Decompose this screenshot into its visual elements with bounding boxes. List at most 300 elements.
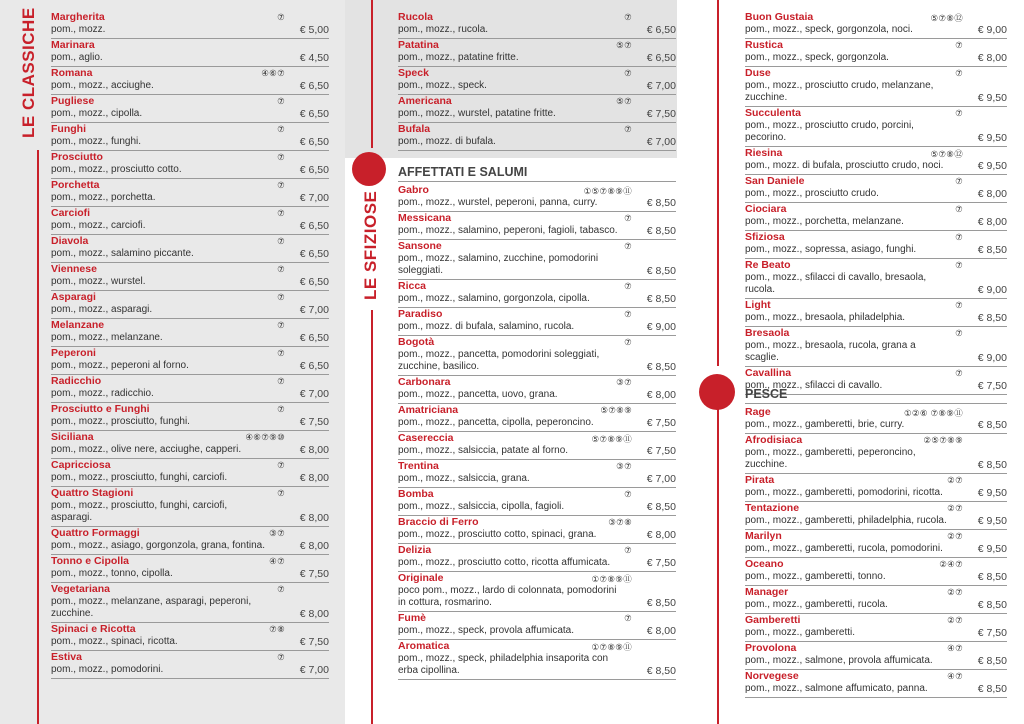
item-price: € 8,00 [977,52,1007,64]
menu-item [745,406,1007,434]
item-name: Tonno e Cipolla [51,555,129,567]
menu-item [398,612,676,640]
menu-item [745,434,1007,474]
item-price: € 7,50 [977,380,1007,392]
item-description: pom., mozz., prosciutto, funghi, carciofi. [51,472,228,483]
item-description: pom., mozz., salamino, peperoni, fagioli, tabasco. [398,225,618,236]
item-allergens: ⑦ [277,208,285,218]
item-description: pom., mozz., speck, gorgonzola. [745,52,889,63]
menu-item [398,240,676,280]
red-dot-right [699,374,735,410]
menu-item [398,11,676,39]
item-description: pom., mozz., asiago, gorgonzola, grana, fontina. [51,540,266,551]
menu-item [51,583,329,623]
item-name: Speck [398,67,429,79]
item-price: € 8,50 [646,665,676,677]
section-title-sfiziose: LE SFIZIOSE [361,190,380,300]
item-allergens: ⑦ [277,348,285,358]
menu-item [398,280,676,308]
item-allergens: ⑤⑦⑧⑨⑪ [591,434,632,444]
item-price: € 8,50 [646,501,676,513]
menu-item [398,308,676,336]
item-price: € 6,50 [299,332,329,344]
menu-item [51,651,329,679]
item-description: pom., mozz., prosciutto crudo, melanzane, zucchine. [745,80,934,103]
item-name: Bufala [398,123,431,135]
item-price: € 6,50 [299,136,329,148]
item-price: € 8,50 [977,459,1007,471]
item-price: € 6,50 [299,80,329,92]
item-name: Oceano [745,558,784,570]
item-allergens: ⑦ [277,12,285,22]
item-name: Pirata [745,474,775,486]
item-price: € 8,00 [299,512,329,524]
item-allergens: ④⑥⑦ [261,68,285,78]
item-allergens: ②⑦ [947,615,963,625]
item-description: pom., mozz., prosciutto crudo. [745,188,879,199]
item-name: Gamberetti [745,614,801,626]
item-price: € 8,00 [299,540,329,552]
item-allergens: ④⑦ [269,556,285,566]
item-description: pom., mozz., salamino, zucchine, pomodorini soleggiati. [398,253,599,276]
item-name: Ciociara [745,203,787,215]
menu-item [745,327,1007,367]
item-description: pom., mozz., spinaci, ricotta. [51,636,178,647]
menu-item [745,203,1007,231]
item-price: € 8,50 [977,683,1007,695]
item-description: pom., mozz., gamberetti, philadelphia, rucola. [745,515,947,526]
item-allergens: ⑦ [624,213,632,223]
menu-item [398,336,676,376]
item-price: € 7,00 [646,136,676,148]
menu-item [51,67,329,95]
item-description: pom., mozz., porchetta, melanzane. [745,216,904,227]
item-name: Melanzane [51,319,105,331]
item-price: € 7,50 [646,417,676,429]
item-price: € 8,50 [646,225,676,237]
item-allergens: ⑤⑦⑧⑫ [930,13,963,23]
item-description: pom., mozz. di bufala. [398,136,496,147]
menu-item [51,623,329,651]
item-allergens: ②⑦ [947,503,963,513]
item-price: € 9,00 [977,352,1007,364]
menu-item [745,299,1007,327]
item-description: pom., mozz., salsiccia, patate al forno. [398,445,569,456]
item-allergens: ②⑦ [947,531,963,541]
menu-item [398,376,676,404]
item-description: pom., mozz., prosciutto cotto, ricotta affumicata. [398,557,611,568]
menu-item [745,67,1007,107]
item-description: pom., mozz., radicchio. [51,388,154,399]
item-price: € 8,50 [977,244,1007,256]
item-name: Manager [745,586,789,598]
item-allergens: ⑦ [277,488,285,498]
item-price: € 9,50 [977,543,1007,555]
item-name: Margherita [51,11,105,23]
item-description: pom., mozz., salsiccia, grana. [398,473,530,484]
item-price: € 6,50 [646,52,676,64]
item-allergens: ⑦ [955,300,963,310]
item-allergens: ⑦ [624,241,632,251]
item-allergens: ④⑦ [947,671,963,681]
item-name: Norvegese [745,670,799,682]
menu-item [398,460,676,488]
item-price: € 6,50 [299,248,329,260]
item-name: Porchetta [51,179,100,191]
menu-item [398,488,676,516]
item-description: pom., mozz., sfilacci di cavallo. [745,380,883,391]
item-name: Rucola [398,11,434,23]
item-description: pom., mozz., porchetta. [51,192,156,203]
item-description: pom., mozz., speck, provola affumicata. [398,625,575,636]
item-name: Re Beato [745,259,791,271]
item-price: € 8,00 [299,444,329,456]
item-description: pom., mozz., gamberetti, rucola, pomodorini. [745,543,943,554]
item-name: Quattro Stagioni [51,487,134,499]
item-name: Buon Gustaia [745,11,814,23]
item-price: € 9,00 [977,284,1007,296]
item-name: Patatina [398,39,439,51]
item-price: € 5,00 [299,24,329,36]
menu-item [51,487,329,527]
red-rule-left [37,150,39,724]
item-allergens: ⑤⑦⑧⑫ [930,149,963,159]
item-price: € 8,00 [299,472,329,484]
menu-item [51,347,329,375]
menu-item [745,175,1007,203]
item-description: pom., mozz., melanzane, asparagi, peperoni, zucchine. [51,596,252,619]
item-allergens: ⑦ [955,40,963,50]
item-name: Trentina [398,460,439,472]
item-name: Viennese [51,263,97,275]
item-description: pom., mozz., salamino, gorgonzola, cipolla. [398,293,590,304]
item-price: € 8,50 [977,312,1007,324]
menu-item [51,95,329,123]
item-price: € 8,00 [646,625,676,637]
item-allergens: ⑦ [955,68,963,78]
item-allergens: ⑦ [624,613,632,623]
item-price: € 4,50 [299,52,329,64]
item-price: € 7,50 [646,557,676,569]
menu-item [51,403,329,431]
menu-item [398,516,676,544]
item-name: Cavallina [745,367,792,379]
item-price: € 8,50 [646,361,676,373]
menu-column-salumi [745,11,1007,395]
item-price: € 7,00 [299,664,329,676]
item-price: € 7,00 [299,192,329,204]
item-allergens: ⑦⑧ [269,624,285,634]
menu-item [745,586,1007,614]
menu-item [398,572,676,612]
item-description: pom., mozz., gamberetti, brie, curry. [745,419,905,430]
item-name: Peperoni [51,347,96,359]
item-price: € 7,00 [646,473,676,485]
red-rule-right-bottom [717,408,719,724]
item-price: € 9,50 [977,487,1007,499]
item-description: pom., mozz., gamberetti, pomodorini, ricotta. [745,487,943,498]
item-description: pom., mozz., prosciutto cotto, spinaci, grana. [398,529,597,540]
menu-item [398,544,676,572]
item-description: pom., mozz., salmone, provola affumicata. [745,655,933,666]
item-description: pom., mozz., gamberetti, tonno. [745,571,886,582]
item-allergens: ⑤⑦ [616,96,632,106]
item-name: Rage [745,406,771,418]
menu-item [745,530,1007,558]
red-rule-right-top [717,0,719,366]
item-allergens: ⑦ [277,152,285,162]
item-allergens: ①⑦⑧⑨⑪ [591,642,632,652]
item-allergens: ⑦ [277,124,285,134]
item-name: Rustica [745,39,783,51]
item-price: € 8,50 [977,571,1007,583]
item-name: Tentazione [745,502,800,514]
item-name: Delizia [398,544,432,556]
item-name: Riesina [745,147,783,159]
item-description: pom., mozz., bresaola, rucola, grana a scaglie. [745,340,916,363]
item-description: pom., mozz., tonno, cipolla. [51,568,173,579]
menu-item [398,404,676,432]
item-name: Estiva [51,651,82,663]
item-name: Prosciutto [51,151,103,163]
item-price: € 7,00 [299,304,329,316]
item-allergens: ⑦ [277,320,285,330]
item-name: Bomba [398,488,434,500]
item-price: € 6,50 [299,276,329,288]
menu-column-pesce [745,385,1007,698]
item-price: € 8,00 [646,389,676,401]
menu-item [398,640,676,680]
menu-item [398,212,676,240]
item-price: € 8,00 [977,188,1007,200]
item-name: Casereccia [398,432,454,444]
item-name: Messicana [398,212,452,224]
item-name: Vegetariana [51,583,110,595]
item-description: pom., mozz., gamberetti, peperoncino, zucchine. [745,447,916,470]
item-price: € 9,50 [977,92,1007,104]
item-name: Ricca [398,280,427,292]
item-description: pom., mozz., salsiccia, cipolla, fagioli. [398,501,565,512]
item-description: pom., mozz., rucola. [398,24,489,35]
item-description: pom., mozz., prosciutto cotto. [51,164,182,175]
menu-item [51,235,329,263]
item-allergens: ③⑦ [616,461,632,471]
item-description: pom., mozz., speck, philadelphia insaporita con erba cipollina. [398,653,609,676]
item-price: € 7,50 [299,568,329,580]
item-price: € 8,50 [977,419,1007,431]
item-name: Carbonara [398,376,451,388]
item-allergens: ①⑦⑧⑨⑪ [591,574,632,584]
item-name: Quattro Formaggi [51,527,140,539]
item-name: Bresaola [745,327,790,339]
item-description: pom., mozz., olive nere, acciughe, capperi. [51,444,242,455]
item-price: € 8,50 [646,597,676,609]
item-name: Americana [398,95,452,107]
item-price: € 8,50 [646,197,676,209]
item-description: pom., mozz., prosciutto crudo, porcini, pecorino. [745,120,914,143]
menu-item [745,231,1007,259]
item-price: € 8,00 [299,608,329,620]
item-price: € 8,50 [977,655,1007,667]
item-allergens: ⑦ [624,545,632,555]
item-name: Sfiziosa [745,231,785,243]
menu-item [51,207,329,235]
menu-item [51,375,329,403]
menu-item [51,179,329,207]
item-name: Sansone [398,240,442,252]
item-name: Succulenta [745,107,802,119]
menu-item [398,184,676,212]
menu-item [51,291,329,319]
item-name: Radicchio [51,375,102,387]
item-price: € 9,00 [977,24,1007,36]
item-name: Paradiso [398,308,443,320]
item-allergens: ⑤⑦ [616,40,632,50]
item-description: pom., mozz., salamino piccante. [51,248,194,259]
item-description: pom., mozz., gamberetti. [745,627,856,638]
item-price: € 6,50 [299,108,329,120]
item-description: pom., mozz., wurstel. [51,276,146,287]
menu-item [51,431,329,459]
item-name: Asparagi [51,291,96,303]
item-description: pom., mozz., wurstel, peperoni, panna, curry. [398,197,598,208]
item-price: € 7,50 [299,416,329,428]
item-name: Gabro [398,184,429,196]
menu-column-sfiziose-top [398,11,676,151]
item-description: pom., mozz., asparagi. [51,304,153,315]
item-description: pom., mozz., melanzane. [51,332,163,343]
menu-item [745,11,1007,39]
item-name: Afrodisiaca [745,434,803,446]
item-description: pom., mozz., speck. [398,80,487,91]
item-name: Spinaci e Ricotta [51,623,136,635]
menu-item [745,670,1007,698]
item-name: Capricciosa [51,459,111,471]
item-allergens: ①②⑥ ⑦⑧⑨⑪ [904,408,963,418]
menu-item [51,555,329,583]
menu-item [745,147,1007,175]
menu-item [398,95,676,123]
item-name: Pugliese [51,95,95,107]
item-description: pom., mozz., gamberetti, rucola. [745,599,888,610]
item-price: € 8,00 [977,216,1007,228]
item-description: pom., aglio. [51,52,103,63]
menu-column-affettati [398,163,676,680]
item-allergens: ⑦ [277,404,285,414]
item-name: Marilyn [745,530,782,542]
item-price: € 9,00 [646,321,676,333]
menu-item [745,614,1007,642]
menu-item [745,39,1007,67]
item-price: € 8,00 [646,529,676,541]
item-allergens: ⑦ [955,176,963,186]
item-description: pom., mozz., pomodorini. [51,664,164,675]
item-price: € 7,50 [646,108,676,120]
item-description: pom., mozz., sopressa, asiago, funghi. [745,244,917,255]
item-price: € 9,50 [977,132,1007,144]
item-description: pom., mozz., pancetta, pomodorini soleggiati, zucchine, basilico. [398,349,600,372]
menu-item [51,39,329,67]
item-allergens: ⑦ [277,652,285,662]
item-allergens: ⑤⑦⑧⑨ [600,405,632,415]
item-allergens: ⑦ [277,96,285,106]
menu-item [398,67,676,95]
item-allergens: ⑦ [955,204,963,214]
item-description: pom., mozz., funghi. [51,136,142,147]
item-allergens: ⑦ [624,281,632,291]
menu-item [745,642,1007,670]
item-allergens: ③⑦ [616,377,632,387]
menu-item [745,474,1007,502]
item-name: Marinara [51,39,95,51]
item-price: € 8,50 [646,293,676,305]
item-allergens: ⑦ [955,328,963,338]
item-description: pom., mozz., sfilacci di cavallo, bresaola, rucola. [745,272,927,295]
item-price: € 6,50 [299,360,329,372]
item-name: Braccio di Ferro [398,516,479,528]
item-allergens: ④⑥⑦⑨⑩ [245,432,285,442]
item-price: € 6,50 [299,220,329,232]
item-description: pom., mozz., acciughe. [51,80,154,91]
item-allergens: ②⑦ [947,587,963,597]
item-price: € 9,50 [977,515,1007,527]
item-description: pom., mozz. [51,24,106,35]
menu-item [51,263,329,291]
item-description: pom., mozz., prosciutto, funghi. [51,416,190,427]
item-name: Diavola [51,235,89,247]
item-name: Romana [51,67,93,79]
item-allergens: ⑦ [624,12,632,22]
item-allergens: ⑦ [277,376,285,386]
item-allergens: ②④⑦ [939,559,963,569]
item-allergens: ③⑦⑧ [608,517,632,527]
menu-item [745,502,1007,530]
item-allergens: ⑦ [277,584,285,594]
section-heading-affettati: AFFETTATI E SALUMI [398,163,676,182]
item-price: € 7,50 [646,445,676,457]
menu-item [745,107,1007,147]
item-name: Funghi [51,123,86,135]
item-description: pom., mozz., pancetta, uovo, grana. [398,389,558,400]
item-name: Originale [398,572,444,584]
item-allergens: ⑦ [624,309,632,319]
item-allergens: ⑦ [624,124,632,134]
menu-item [398,39,676,67]
item-description: pom., mozz., wurstel, patatine fritte. [398,108,556,119]
item-allergens: ②⑤⑦⑧⑨ [923,435,963,445]
item-allergens: ⑦ [624,68,632,78]
item-price: € 7,00 [299,388,329,400]
menu-item [745,259,1007,299]
item-name: Carciofi [51,207,91,219]
item-price: € 8,50 [977,599,1007,611]
item-description: pom., mozz., speck, gorgonzola, noci. [745,24,913,35]
item-price: € 7,50 [299,636,329,648]
item-allergens: ⑦ [624,337,632,347]
item-price: € 9,50 [977,160,1007,172]
item-description: pom., mozz., bresaola, philadelphia. [745,312,906,323]
item-price: € 8,50 [646,265,676,277]
item-price: € 6,50 [299,164,329,176]
menu-item [51,459,329,487]
item-name: Aromatica [398,640,450,652]
red-dot-middle [352,152,386,186]
item-description: poco pom., mozz., lardo di colonnata, pomodorini in cottura, rosmarino. [398,585,617,608]
item-description: pom., mozz. di bufala, salamino, rucola. [398,321,575,332]
item-name: Fumè [398,612,427,624]
item-description: pom., mozz. di bufala, prosciutto crudo, noci. [745,160,944,171]
item-description: pom., mozz., prosciutto, funghi, carciofi, asparagi. [51,500,228,523]
